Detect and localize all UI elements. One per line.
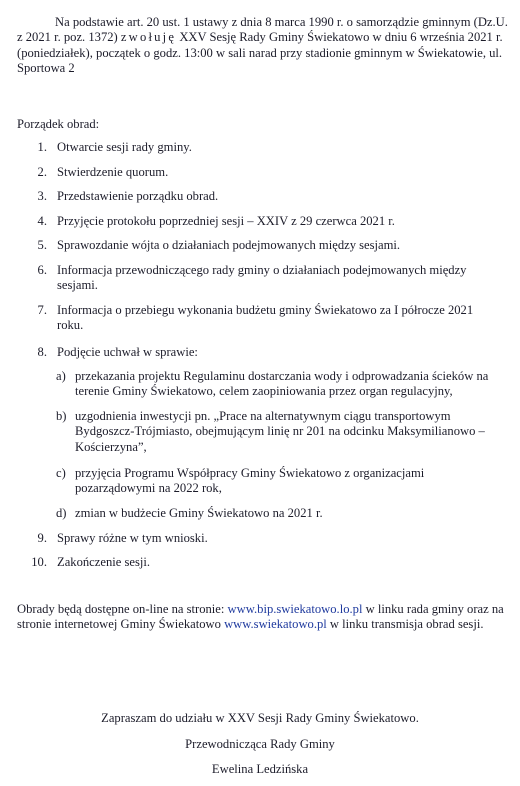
intro-text-part1: Na podstawie art. 20 ust. 1 ustawy z dnia 8 marca 1990 r. o samorządzie gminnym (Dz.U. z 2021 r. poz. 1372) bbox=[17, 15, 508, 45]
bip-link[interactable]: www.bip.swiekatowo.lo.pl bbox=[227, 602, 363, 616]
agenda-item-number: 4. bbox=[37, 214, 47, 228]
agenda-item-text: Przyjęcie protokołu poprzedniej sesji – XXIV z 29 czerwca 2021 r. bbox=[57, 214, 395, 228]
online-text-1: Obrady będą dostępne on-line na stronie: bbox=[17, 602, 228, 616]
agenda-item-text: Stwierdzenie quorum. bbox=[57, 165, 169, 179]
resolution-text: zmian w budżecie Gminy Świekatowo na 2021 r. bbox=[75, 506, 323, 520]
agenda-item-text: Podjęcie uchwał w sprawie: bbox=[57, 345, 198, 359]
agenda-item-number: 2. bbox=[37, 165, 47, 179]
agenda-title: Porządek obrad: bbox=[17, 117, 100, 131]
agenda-item-text: Otwarcie sesji rady gminy. bbox=[57, 140, 192, 154]
agenda-item-number: 7. bbox=[37, 303, 47, 317]
agenda-item-text: Informacja przewodniczącego rady gminy o działaniach podejmowanych między sesjami. bbox=[57, 263, 467, 293]
agenda-item-number: 6. bbox=[37, 263, 47, 277]
agenda-item-number: 10. bbox=[31, 555, 47, 569]
resolution-text: uzgodnienia inwestycji pn. „Prace na alternatywnym ciągu transportowym Bydgoszcz-Trójmiasto, obejmującym linię nr 201 na odcinku Maksymilianowo – Kościerzyna”, bbox=[75, 409, 485, 454]
agenda-item-number: 3. bbox=[37, 189, 47, 203]
signatory-name: Ewelina Ledzińska bbox=[211, 762, 309, 776]
online-text-3: w linku transmisja obrad sesji. bbox=[326, 617, 484, 632]
intro-paragraph bbox=[17, 15, 509, 77]
agenda-item-number: 5. bbox=[37, 238, 47, 252]
agenda-item-text: Zakończenie sesji. bbox=[57, 555, 151, 569]
resolution-letter: d) bbox=[56, 506, 67, 520]
intro-convene-word: zwołuję bbox=[120, 30, 177, 45]
agenda-item-text: Sprawozdanie wójta o działaniach podejmowanych między sesjami. bbox=[57, 238, 401, 252]
website-link[interactable]: www.swiekatowo.pl bbox=[224, 617, 327, 632]
agenda-item-number: 8. bbox=[37, 345, 47, 359]
resolution-letter: a) bbox=[56, 369, 66, 383]
resolution-text: przyjęcia Programu Współpracy Gminy Świekatowo z organizacjami pozarządowymi na 2022 rok, bbox=[75, 466, 425, 496]
intro-text-part2: XXV Sesję Rady Gminy Świekatowo w dniu 6 września 2021 r. (poniedziałek), początek o godz. 13:00 w sali narad przy stadionie gminnym w Świekatowie, ul. Sportowa 2 bbox=[17, 30, 503, 76]
online-info bbox=[17, 602, 511, 633]
resolution-letter: b) bbox=[56, 409, 67, 423]
agenda-item-number: 1. bbox=[37, 140, 47, 154]
invitation-line: Zapraszam do udziału w XXV Sesji Rady Gminy Świekatowo. bbox=[101, 711, 419, 725]
resolution-text: przekazania projektu Regulaminu dostarczania wody i odprowadzania ścieków na terenie Gminy Świekatowo, celem zaopiniowania przez organ regulacyjny, bbox=[75, 369, 489, 399]
signatory-role: Przewodnicząca Rady Gminy bbox=[185, 737, 335, 751]
online-text-2: w linku rada gminy oraz na stronie internetowej Gminy Świekatowo bbox=[17, 602, 504, 632]
agenda-item-text: Informacja o przebiegu wykonania budżetu gminy Świekatowo za I półrocze 2021 roku. bbox=[57, 303, 474, 333]
agenda-item-text: Przedstawienie porządku obrad. bbox=[57, 189, 219, 203]
resolution-letter: c) bbox=[56, 466, 66, 480]
agenda-item-text: Sprawy różne w tym wnioski. bbox=[57, 531, 208, 545]
agenda-item-number: 9. bbox=[37, 531, 47, 545]
